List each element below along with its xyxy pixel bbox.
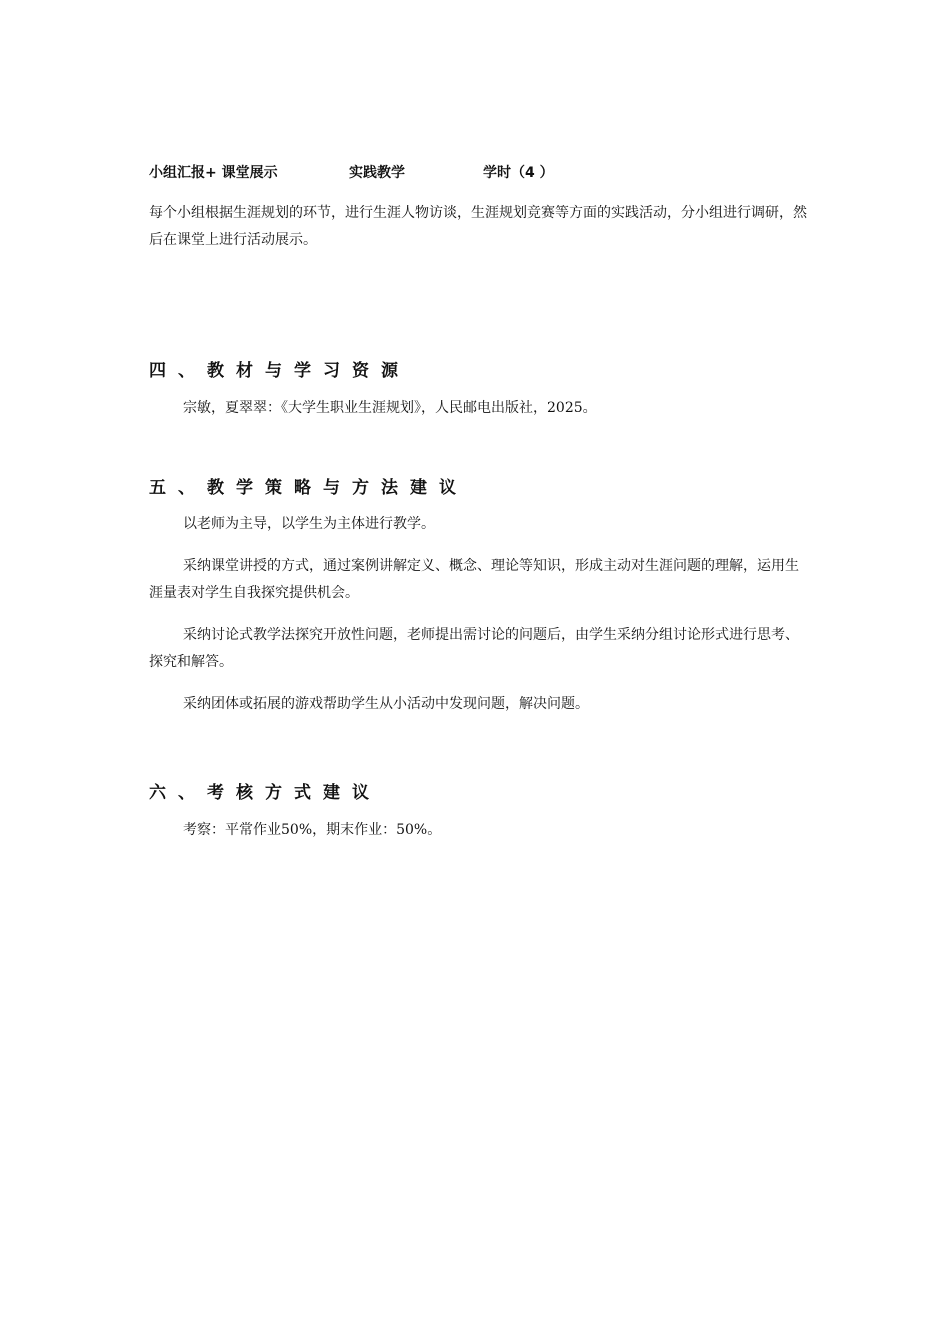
activity-description: 每个小组根据生涯规划的环节，进行生涯人物访谈，生涯规划竞赛等方面的实践活动，分小组进行调研，然后在课堂上进行活动展示。 xyxy=(149,205,807,248)
strategy-paragraph-4: 采纳团体或拓展的游戏帮助学生从小活动中发现问题，解决问题。 xyxy=(183,696,589,712)
strategy-paragraph-2: 采纳课堂讲授的方式，通过案例讲解定义、概念、理论等知识，形成主动对生涯问题的理解，运用生涯量表对学生自我探究提供机会。 xyxy=(149,558,799,601)
activity-hours: 学时（4 ） xyxy=(483,165,554,181)
section-heading-assessment: 六、考核方式建议 xyxy=(149,783,381,803)
activity-type: 实践教学 xyxy=(349,165,405,181)
textbook-paragraph: 宗敏，夏翠翠：《大学生职业生涯规划》，人民邮电出版社，2025。 xyxy=(183,400,597,416)
activity-name: 小组汇报+ 课堂展示 xyxy=(149,165,278,181)
assessment-paragraph: 考察：平常作业50%，期末作业：50%。 xyxy=(183,822,442,838)
strategy-paragraph-3: 采纳讨论式教学法探究开放性问题，老师提出需讨论的问题后，由学生采纳分组讨论形式进行思考、探究和解答。 xyxy=(149,627,799,670)
section-heading-strategy: 五、教学策略与方法建议 xyxy=(149,478,468,498)
strategy-paragraph-1: 以老师为主导，以学生为主体进行教学。 xyxy=(183,516,435,532)
section-heading-textbooks: 四、教材与学习资源 xyxy=(149,361,410,381)
